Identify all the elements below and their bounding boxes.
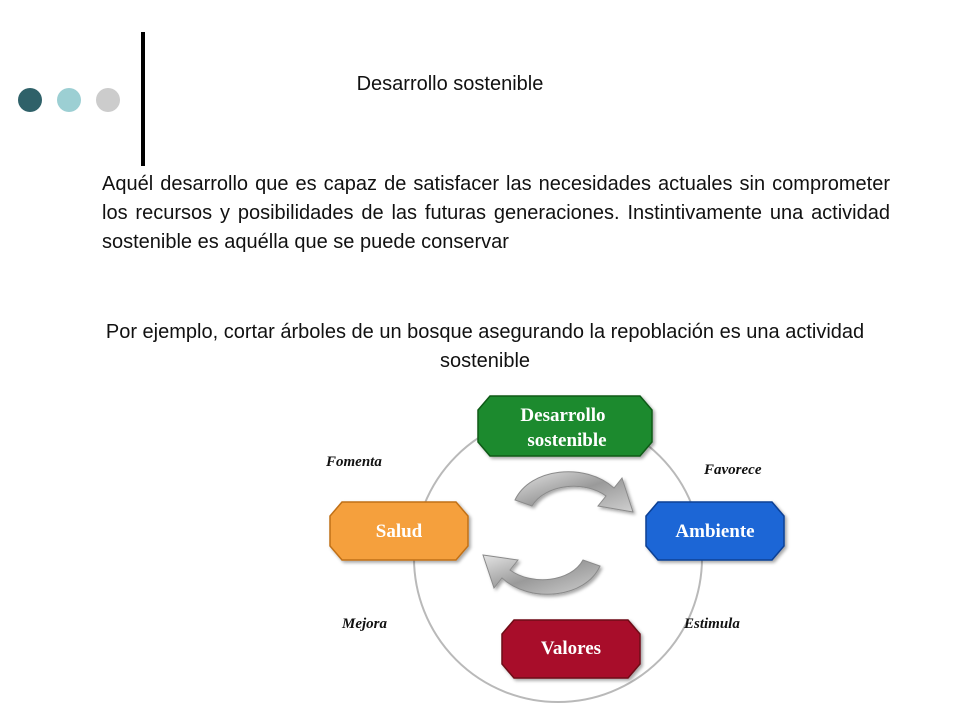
- node-desarrollo-line1: Desarrollo: [520, 405, 606, 426]
- example-paragraph: Por ejemplo, cortar árboles de un bosque asegurando la repoblación es una actividad sostenible: [105, 321, 865, 372]
- cycle-arrow-top: [515, 472, 633, 512]
- node-desarrollo-sostenible: [478, 396, 652, 456]
- cycle-arrow-bottom: [483, 555, 600, 594]
- node-desarrollo-line2: sostenible: [527, 430, 607, 451]
- node-salud: [330, 502, 468, 560]
- node-ambiente-label: Ambiente: [675, 521, 755, 542]
- node-ambiente: [646, 502, 784, 560]
- slide-title-text: Desarrollo sostenible: [356, 73, 544, 95]
- node-salud-label: Salud: [375, 521, 423, 542]
- relation-favorece: Favorece: [704, 462, 762, 478]
- node-valores-label: Valores: [540, 638, 602, 659]
- relation-mejora: Mejora: [342, 616, 387, 632]
- relation-fomenta: Fomenta: [326, 454, 382, 470]
- node-valores: [502, 620, 640, 678]
- relation-estimula: Estimula: [684, 616, 740, 632]
- definition-paragraph: Aquél desarrollo que es capaz de satisfacer las necesidades actuales sin comprometer los recursos y posibilidades de las futuras generaciones. Instintivamente una actividad sostenible es aquélla que se puede conservar: [102, 173, 890, 253]
